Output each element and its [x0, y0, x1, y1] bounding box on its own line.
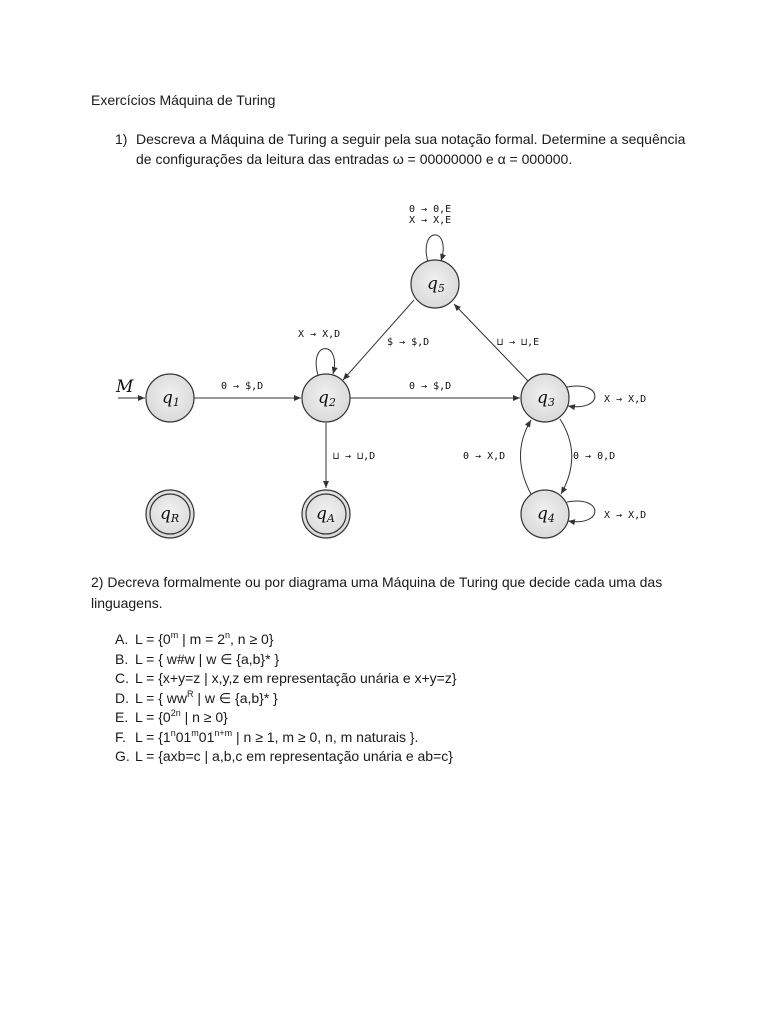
machine-label: M	[116, 377, 134, 397]
label-q5-loop-1: 0 → 0,E	[409, 204, 452, 215]
state-qA-label: qA	[316, 504, 335, 525]
label-q3-q5: ⊔ → ⊔,E	[497, 337, 540, 348]
state-qR-label: qR	[160, 504, 180, 525]
language-item-letter: D.	[115, 689, 129, 706]
language-item-letter: A.	[115, 631, 129, 647]
language-item-text: $L = \{0^m$ | $m = 2^n$, n ≥ 0}	[135, 630, 274, 647]
language-item-text: L = {axb=c | a,b,c em representação unária e ab=c}	[135, 748, 453, 764]
state-q4-label: q4	[537, 504, 555, 525]
language-item-letter: B.	[115, 650, 129, 667]
label-q1-q2: 0 → $,D	[221, 381, 264, 392]
language-item-letter: G.	[115, 748, 130, 764]
state-q5-label: q5	[427, 274, 445, 295]
label-q3-q4: 0 → 0,D	[573, 451, 616, 462]
label-q4-q3: 0 → X,D	[463, 451, 506, 462]
language-item-text: $L = \{1^n01^m01^{n+m}$ | n ≥ 1, m ≥ 0, n, m naturais }.	[135, 727, 419, 745]
state-q1-label: q1	[162, 388, 180, 409]
language-item-text: L = { w#w | w ∈ {a,b}* }	[135, 650, 280, 667]
loop-q5	[426, 235, 443, 262]
label-q5-loop-2: X → X,E	[409, 215, 452, 226]
edge-q3-q4	[560, 419, 572, 494]
language-item-text: L = { $ww^R$ | w ∈ {a,b}* }	[135, 688, 278, 706]
language-item-text: L = {x+y=z | x,y,z em representação unária e x+y=z}	[135, 670, 457, 686]
label-q2-q3: 0 → $,D	[409, 381, 452, 392]
loop-q2	[316, 349, 334, 375]
turing-machine-diagram	[0, 190, 768, 550]
label-q2-loop: X → X,D	[298, 329, 341, 340]
question-2-text: 2) Decreva formalmente ou por diagrama uma Máquina de Turing que decide cada uma das linguagens.	[91, 574, 663, 611]
language-item-letter: E.	[115, 709, 129, 725]
loop-q3	[567, 386, 595, 407]
question-1-number: 1)	[115, 131, 128, 147]
document-title: Exercícios Máquina de Turing	[91, 92, 276, 108]
label-q4-loop: X → X,D	[604, 510, 647, 521]
edge-q4-q3	[521, 420, 532, 494]
label-q2-q5: $ → $,D	[387, 337, 430, 348]
question-1-text: Descreva a Máquina de Turing a seguir pela sua notação formal. Determine a sequência de configurações da leitura das entradas ω = 00000000 e α = 000000.	[136, 131, 686, 167]
state-q3-label: q3	[537, 388, 555, 409]
language-item-text: $L = \{0^{2n}$ | n ≥ 0}	[135, 708, 228, 725]
label-q2-qA: ⊔ → ⊔,D	[333, 451, 376, 462]
loop-q4	[567, 501, 595, 522]
state-q2-label: q2	[318, 388, 336, 409]
label-q3-loop: X → X,D	[604, 394, 647, 405]
language-item-letter: F.	[115, 728, 126, 745]
language-item-letter: C.	[115, 670, 129, 686]
